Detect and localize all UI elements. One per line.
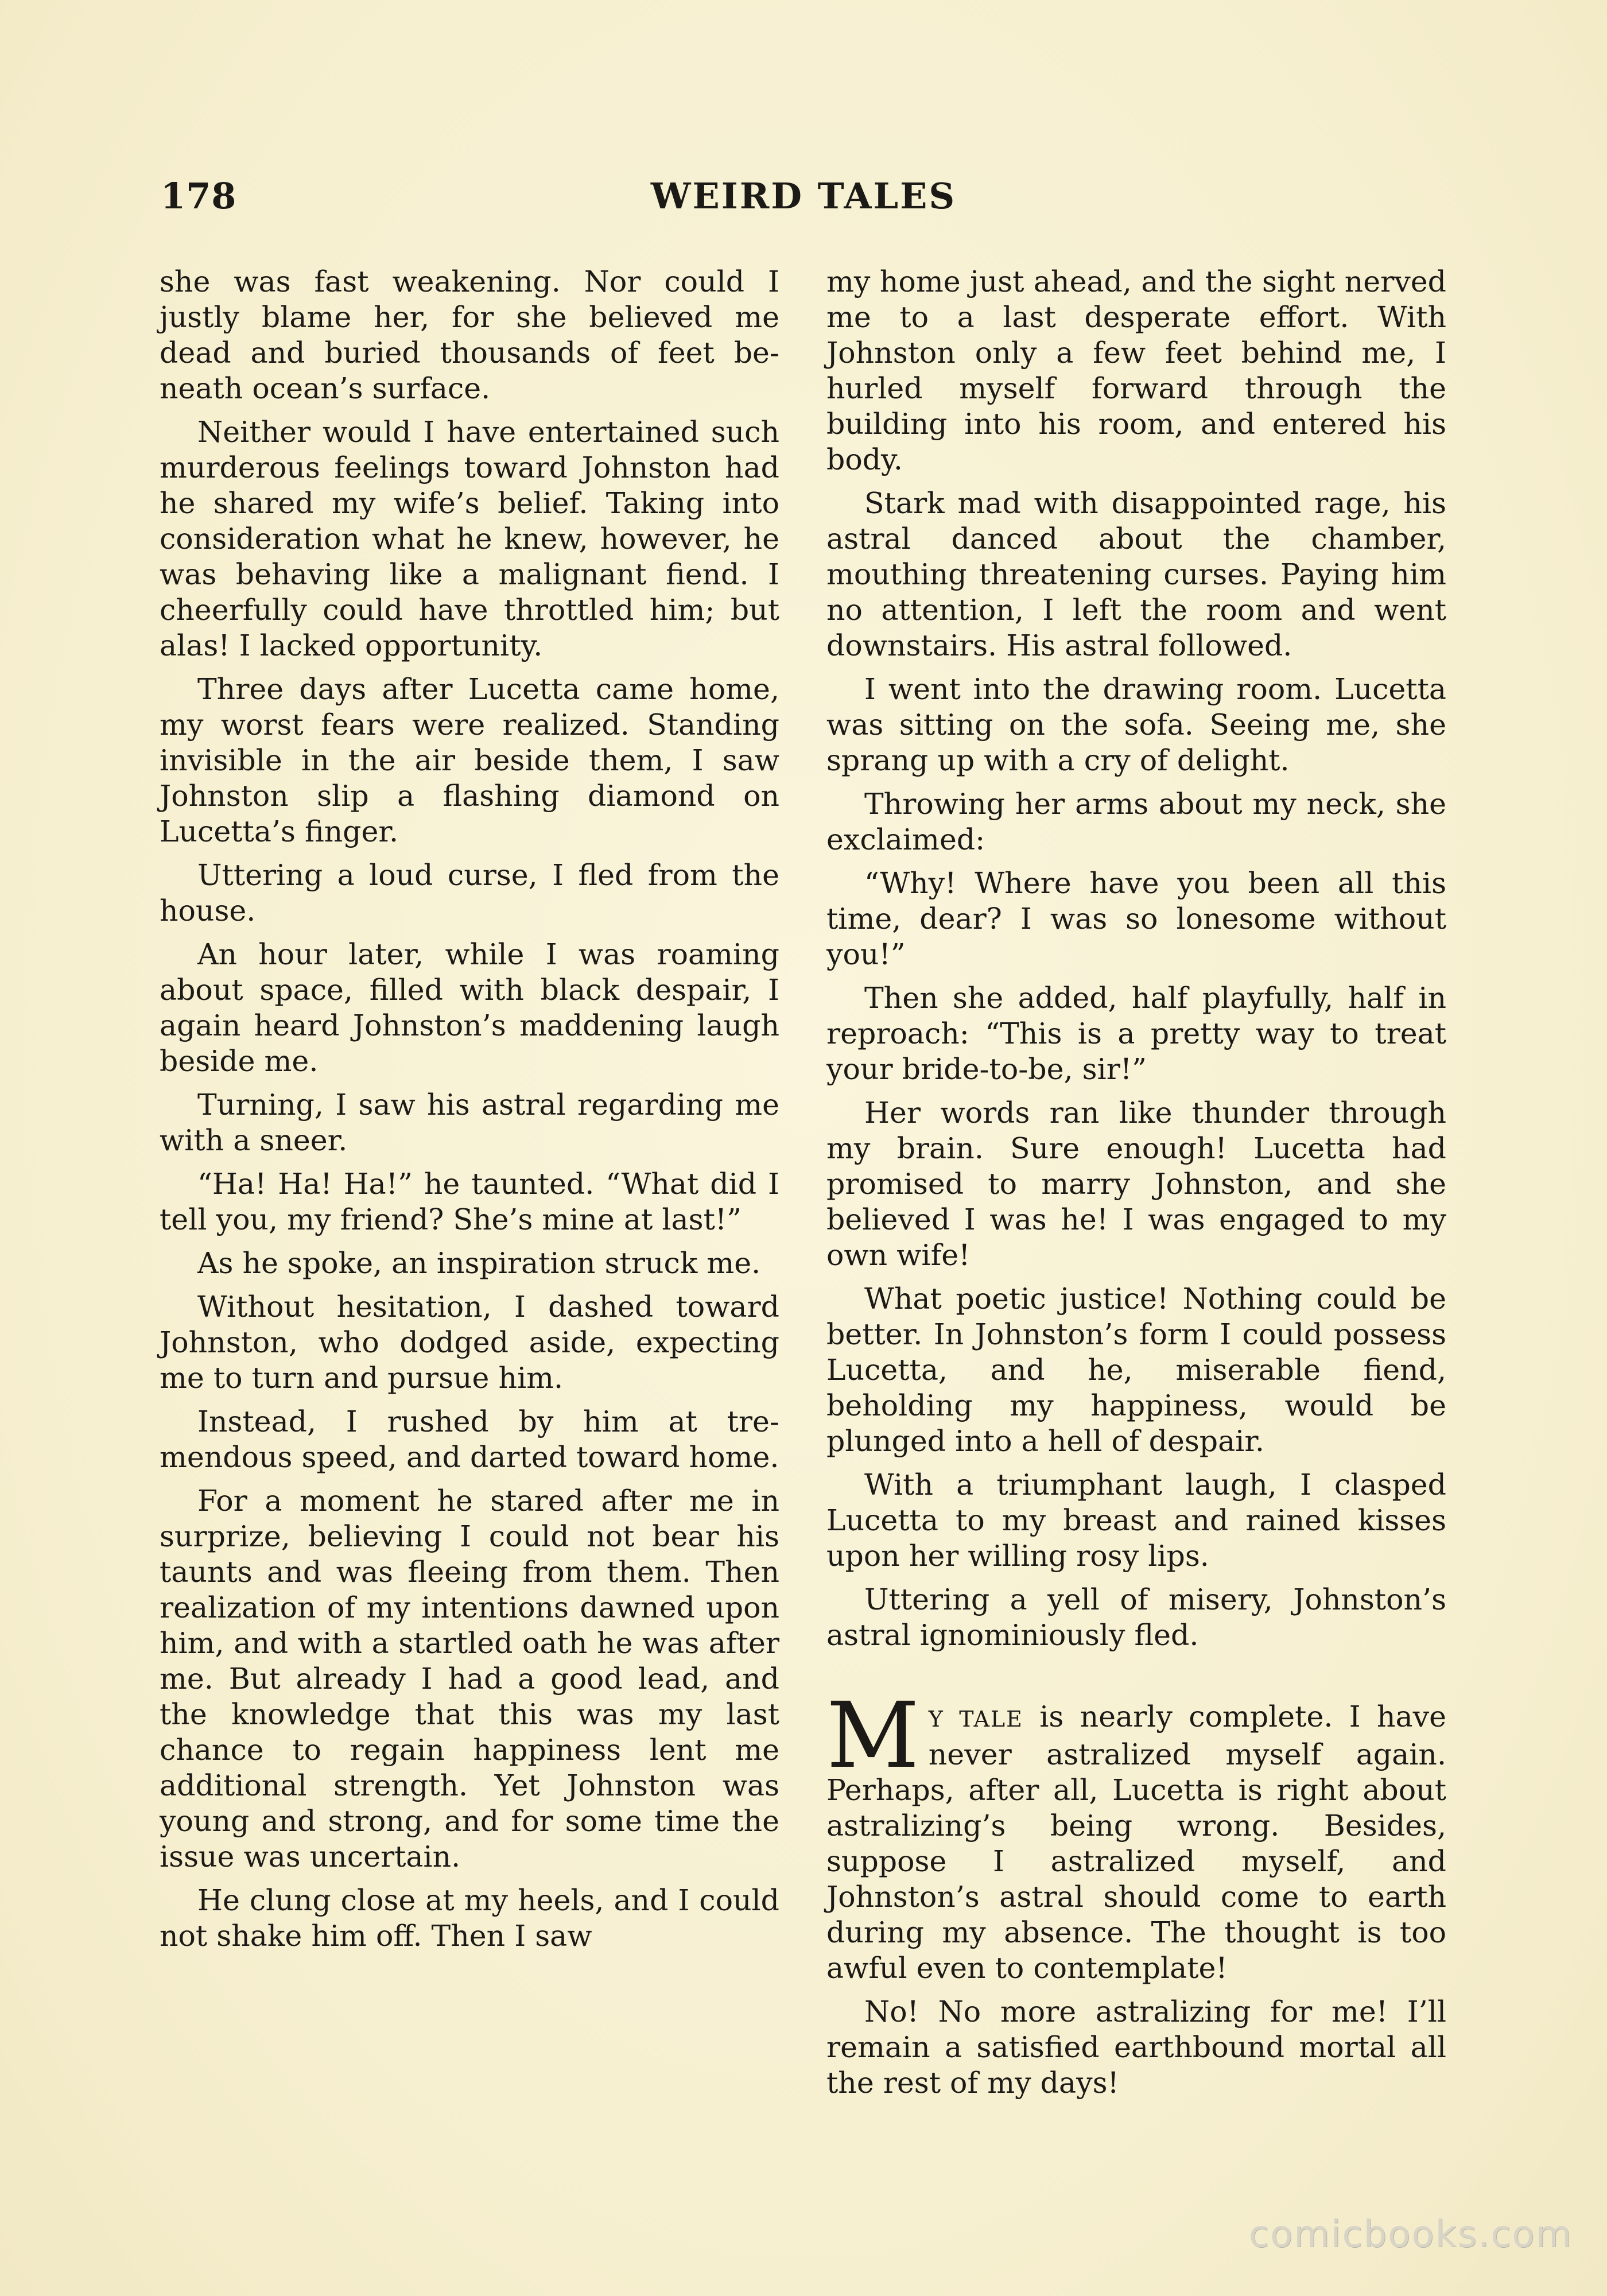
paragraph: my home just ahead, and the sight nerved me to a last desperate effort. With Johnston only a few feet behind me, I hurled myself forward through the building into his room, and entered his body. (826, 265, 1446, 476)
paragraph: she was fast weakening. Nor could I justly blame her, for she believed me dead and buried thousands of feet beneath ocean’s surface. (160, 265, 779, 405)
running-title: WEIRD TALES (650, 175, 957, 217)
paragraph: With a triumphant laugh, I clasped Lucetta to my breast and rained kisses upon her willing rosy lips. (826, 1468, 1446, 1573)
paragraph: Neither would I have entertained such murderous feelings toward Johnston had he shared my wife’s belief. Taking into consideration what he knew, however, he was behaving like a malignant fiend. I cheerfully could have throttled him; but alas! I lacked opportunity. (160, 415, 779, 662)
paragraph: Uttering a loud curse, I fled from the house. (160, 858, 779, 928)
paragraph: An hour later, while I was roaming about space, filled with black despair, I again heard Johnston’s maddening laugh beside me. (160, 937, 779, 1078)
paragraph: Without hesitation, I dashed toward Johnston, who dodged aside, expecting me to turn and pursue him. (160, 1290, 779, 1395)
watermark: comicbooks.com (1248, 2213, 1573, 2256)
paragraph: Three days after Lucetta came home, my worst fears were realized. Standing invisible in the air beside them, I saw Johnston slip a flashing diamond on Lucetta’s finger. (160, 672, 779, 848)
lead-in-smallcaps: Y TALE (928, 1707, 1023, 1732)
paragraph: Uttering a yell of misery, Johnston’s astral ignominiously fled. (826, 1583, 1446, 1652)
paragraph: As he spoke, an inspiration struck me. (197, 1246, 761, 1280)
paragraph: Throwing her arms about my neck, she exclaimed: (826, 787, 1446, 856)
final-section-paragraph (826, 1683, 1446, 1986)
paragraph: I went into the drawing room. Lucetta was sitting on the sofa. Seeing me, she sprang up with a cry of delight. (826, 672, 1446, 777)
left-column (160, 264, 779, 1962)
paragraph: Then she added, half playfully, half in reproach: “This is a pretty way to treat your bride-to-be, sir!” (826, 981, 1446, 1086)
paragraph: “Ha! Ha! Ha!” he taunted. “What did I tell you, my friend? She’s mine at last!” (160, 1167, 779, 1236)
paragraph: Turning, I saw his astral regarding me with a sneer. (160, 1088, 779, 1157)
page-header (161, 175, 1446, 221)
paragraph: “Why! Where have you been all this time, dear? I was so lonesome without you!” (826, 866, 1446, 971)
paragraph: For a moment he stared after me in surprize, believing I could not bear his taunts and was fleeing from them. Then realization of my intentions dawned upon him, and with a startled oath he was after me. But already I had a good lead, and the knowledge that this was my last chance to regain happiness lent me additional strength. Yet Johnston was young and strong, and for some time the issue was uncertain. (160, 1484, 779, 1874)
paragraph-text: is nearly complete. I have never astralized myself again. Perhaps, after all, Lucetta is right about astralizing’s being wrong. Besides, suppose I astralized myself, and Johnston’s astral should come to earth during my absence. The thought is too awful even to contemplate! (826, 1700, 1446, 1985)
paragraph: No! No more astralizing for me! I’ll remain a satisfied earthbound mortal all the rest of my days! (826, 1995, 1446, 2100)
paragraph: Stark mad with disappointed rage, his astral danced about the chamber, mouthing threatening curses. Paying him no attention, I left the room and went downstairs. His astral followed. (826, 486, 1446, 662)
right-column (826, 264, 1446, 2109)
paragraph: What poetic justice! Nothing could be better. In Johnston’s form I could possess Lucetta, and he, miserable fiend, beholding my happiness, would be plunged into a hell of despair. (826, 1282, 1446, 1458)
paragraph: Instead, I rushed by him at tremendous speed, and darted toward home. (160, 1405, 779, 1474)
drop-cap: M (826, 1683, 919, 1789)
paragraph: He clung close at my heels, and I could not shake him off. Then I saw (160, 1883, 779, 1953)
page-number: 178 (161, 175, 237, 217)
paragraph: Her words ran like thunder through my brain. Sure enough! Lucetta had promised to marry Johnston, and she believed I was he! I was engaged to my own wife! (826, 1096, 1446, 1272)
